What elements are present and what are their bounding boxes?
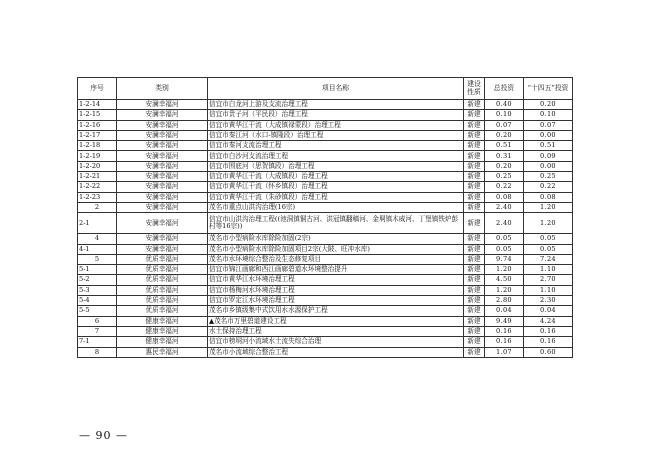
cell-total: 0.25	[485, 172, 524, 182]
cell-index: 4-1	[78, 244, 117, 254]
cell-index: 4	[78, 234, 117, 244]
cell-name: 信宜市黄华江干流（怀乡镇段）治理工程	[208, 182, 464, 192]
cell-category: 安澜幸福河	[117, 110, 208, 120]
table-row	[78, 141, 573, 151]
cell-name: 信宜市秦江河（水口-镇隆段）治理工程	[208, 130, 464, 140]
cell-name: 信宜市围底河（思贺镇段）治理工程	[208, 161, 464, 171]
cell-plan: 0.22	[524, 182, 573, 192]
cell-nature: 新建	[464, 244, 485, 254]
cell-plan: 7.24	[524, 254, 573, 264]
cell-total: 0.05	[485, 244, 524, 254]
table-row	[78, 172, 573, 182]
cell-total: 0.04	[485, 306, 524, 316]
cell-plan: 2.70	[524, 275, 573, 285]
cell-total: 1.20	[485, 285, 524, 295]
cell-plan: 1.20	[524, 202, 573, 212]
table-row	[78, 275, 573, 285]
table-row	[78, 234, 573, 244]
table-row	[78, 285, 573, 295]
cell-category: 安澜幸福河	[117, 244, 208, 254]
investment-table	[77, 77, 573, 358]
cell-total: 1.20	[485, 265, 524, 275]
table-row	[78, 202, 573, 212]
cell-category: 优质幸福河	[117, 296, 208, 306]
cell-total: 0.20	[485, 161, 524, 171]
cell-category: 惠民幸福河	[117, 347, 208, 357]
cell-name: 茂名市乡镇级集中式饮用水水源保护工程	[208, 306, 464, 316]
table-row	[78, 265, 573, 275]
cell-total: 0.51	[485, 141, 524, 151]
cell-plan: 0.51	[524, 141, 573, 151]
cell-index: 2	[78, 202, 117, 212]
cell-name: 茂名市小型病险水库除险加固(2宗)	[208, 234, 464, 244]
cell-name: 信宜市黄华江干流（大成镇禄蒙段）治理工程	[208, 120, 464, 130]
table-row	[78, 151, 573, 161]
cell-index: 1-2-20	[78, 161, 117, 171]
cell-total: 0.22	[485, 182, 524, 192]
cell-plan: 0.04	[524, 306, 573, 316]
cell-name: 信宜市白沙河支流治理工程	[208, 151, 464, 161]
cell-nature: 新建	[464, 110, 485, 120]
table-row	[78, 244, 573, 254]
cell-category: 安澜幸福河	[117, 130, 208, 140]
cell-index: 7	[78, 326, 117, 336]
cell-category: 优质幸福河	[117, 254, 208, 264]
cell-index: 1-2-22	[78, 182, 117, 192]
cell-name: 信宜市山洪沟治理工程((池洞镇铜古河、洪冠镇翻稿河、金垌镇木威河、丁堡镇铁炉彭村等16宗))	[208, 213, 464, 234]
cell-nature: 新建	[464, 202, 485, 212]
cell-total: 2.40	[485, 202, 524, 212]
cell-index: 5-5	[78, 306, 117, 316]
cell-index: 8	[78, 347, 117, 357]
cell-category: 安澜幸福河	[117, 151, 208, 161]
cell-index: 1-2-15	[78, 110, 117, 120]
cell-name: 信宜市黄华江干流（大成镇段）治理工程	[208, 172, 464, 182]
cell-plan: 0.05	[524, 244, 573, 254]
cell-index: 5-3	[78, 285, 117, 295]
cell-nature: 新建	[464, 265, 485, 275]
cell-index: 1-2-14	[78, 100, 117, 110]
cell-plan: 0.08	[524, 192, 573, 202]
cell-nature: 新建	[464, 141, 485, 151]
cell-nature: 新建	[464, 285, 485, 295]
table-row	[78, 100, 573, 110]
cell-total: 4.50	[485, 275, 524, 285]
cell-name: ▲茂名市万里碧道建设工程	[208, 316, 464, 326]
cell-name: 信宜市秦河支流治理工程	[208, 141, 464, 151]
cell-nature: 新建	[464, 326, 485, 336]
cell-category: 安澜幸福河	[117, 120, 208, 130]
header-category: 类别	[117, 78, 208, 100]
cell-name: 水土保持治理工程	[208, 326, 464, 336]
cell-name: 信宜市黄华江水环境治理工程	[208, 275, 464, 285]
cell-total: 0.40	[485, 100, 524, 110]
cell-category: 安澜幸福河	[117, 192, 208, 202]
cell-total: 0.31	[485, 151, 524, 161]
cell-total: 2.80	[485, 296, 524, 306]
table-header-row	[78, 78, 573, 100]
cell-index: 1-2-18	[78, 141, 117, 151]
cell-plan: 0.10	[524, 110, 573, 120]
cell-category: 优质幸福河	[117, 306, 208, 316]
table-row	[78, 130, 573, 140]
cell-name: 信宜市榜垌河小流域水土流失综合治理	[208, 337, 464, 347]
cell-index: 6	[78, 316, 117, 326]
cell-index: 1-2-16	[78, 120, 117, 130]
cell-plan: 0.16	[524, 337, 573, 347]
cell-category: 安澜幸福河	[117, 100, 208, 110]
cell-nature: 新建	[464, 234, 485, 244]
cell-plan: 1.10	[524, 265, 573, 275]
cell-category: 健康幸福河	[117, 337, 208, 347]
cell-plan: 0.16	[524, 326, 573, 336]
cell-total: 0.05	[485, 234, 524, 244]
cell-plan: 0.07	[524, 120, 573, 130]
header-index: 序号	[78, 78, 117, 100]
header-plan: “十四五”投资	[524, 78, 573, 100]
cell-nature: 新建	[464, 254, 485, 264]
cell-index: 5-4	[78, 296, 117, 306]
cell-nature: 新建	[464, 306, 485, 316]
cell-nature: 新建	[464, 182, 485, 192]
cell-nature: 新建	[464, 130, 485, 140]
cell-index: 2-1	[78, 213, 117, 234]
cell-name: 信宜市贵子河（平民段）治理工程	[208, 110, 464, 120]
cell-total: 0.16	[485, 337, 524, 347]
cell-nature: 新建	[464, 151, 485, 161]
cell-index: 1-2-17	[78, 130, 117, 140]
cell-total: 0.10	[485, 110, 524, 120]
cell-category: 优质幸福河	[117, 275, 208, 285]
cell-category: 安澜幸福河	[117, 161, 208, 171]
cell-total: 0.07	[485, 120, 524, 130]
cell-category: 安澜幸福河	[117, 213, 208, 234]
cell-nature: 新建	[464, 347, 485, 357]
cell-plan: 0.09	[524, 151, 573, 161]
cell-total: 1.07	[485, 347, 524, 357]
table-row	[78, 120, 573, 130]
cell-category: 安澜幸福河	[117, 202, 208, 212]
cell-category: 优质幸福河	[117, 265, 208, 275]
cell-nature: 新建	[464, 100, 485, 110]
cell-plan: 1.10	[524, 285, 573, 295]
table-row	[78, 110, 573, 120]
cell-category: 优质幸福河	[117, 285, 208, 295]
cell-nature: 新建	[464, 337, 485, 347]
cell-total: 0.16	[485, 326, 524, 336]
cell-category: 健康幸福河	[117, 326, 208, 336]
cell-name: 茂名市重点山洪沟治理(16宗)	[208, 202, 464, 212]
header-name: 项目名称	[208, 78, 464, 100]
cell-nature: 新建	[464, 161, 485, 171]
page-number: — 90 —	[79, 429, 128, 442]
cell-category: 安澜幸福河	[117, 141, 208, 151]
cell-category: 安澜幸福河	[117, 182, 208, 192]
cell-name: 信宜市黄华江干流（朱砂镇段）治理工程	[208, 192, 464, 202]
table-row	[78, 326, 573, 336]
cell-index: 1-2-21	[78, 172, 117, 182]
table-row	[78, 316, 573, 326]
table-row	[78, 306, 573, 316]
table-row	[78, 254, 573, 264]
cell-total: 9.49	[485, 316, 524, 326]
table-row	[78, 337, 573, 347]
table-row	[78, 182, 573, 192]
cell-index: 5-1	[78, 265, 117, 275]
table-row	[78, 192, 573, 202]
cell-category: 健康幸福河	[117, 316, 208, 326]
cell-nature: 新建	[464, 213, 485, 234]
cell-plan: 4.24	[524, 316, 573, 326]
cell-plan: 0.05	[524, 234, 573, 244]
table-body	[78, 100, 573, 358]
cell-plan: 0.25	[524, 172, 573, 182]
cell-index: 1-2-23	[78, 192, 117, 202]
cell-index: 5-2	[78, 275, 117, 285]
cell-plan: 1.20	[524, 213, 573, 234]
table-row	[78, 213, 573, 234]
cell-plan: 0.60	[524, 347, 573, 357]
cell-index: 5	[78, 254, 117, 264]
cell-index: 7-1	[78, 337, 117, 347]
table-row	[78, 296, 573, 306]
cell-total: 0.08	[485, 192, 524, 202]
cell-plan: 2.30	[524, 296, 573, 306]
cell-name: 信宜市罗定江水环境治理工程	[208, 296, 464, 306]
cell-nature: 新建	[464, 120, 485, 130]
cell-name: 茂名市水环境综合整治及生态修复项目	[208, 254, 464, 264]
cell-nature: 新建	[464, 316, 485, 326]
table-row	[78, 161, 573, 171]
cell-category: 安澜幸福河	[117, 234, 208, 244]
table-row	[78, 347, 573, 357]
cell-category: 安澜幸福河	[117, 172, 208, 182]
cell-name: 信宜市锦江画廊和西江画廊碧道水环境整治提升	[208, 265, 464, 275]
cell-total: 2.40	[485, 213, 524, 234]
cell-plan: 0.20	[524, 100, 573, 110]
cell-total: 0.20	[485, 130, 524, 140]
cell-nature: 新建	[464, 296, 485, 306]
cell-name: 信宜市杨梅河水环境治理工程	[208, 285, 464, 295]
cell-nature: 新建	[464, 275, 485, 285]
cell-index: 1-2-19	[78, 151, 117, 161]
cell-name: 茂名市小型病险水库除险加固项目2宗(大陂、旺冲水库)	[208, 244, 464, 254]
cell-plan: 0.00	[524, 161, 573, 171]
cell-name: 茂名市小流域综合整治工程	[208, 347, 464, 357]
cell-plan: 0.00	[524, 130, 573, 140]
cell-nature: 新建	[464, 192, 485, 202]
cell-nature: 新建	[464, 172, 485, 182]
cell-total: 9.74	[485, 254, 524, 264]
cell-name: 信宜市白龙河上游及支流治理工程	[208, 100, 464, 110]
header-total: 总投资	[485, 78, 524, 100]
header-nature: 建设性质	[464, 78, 485, 100]
